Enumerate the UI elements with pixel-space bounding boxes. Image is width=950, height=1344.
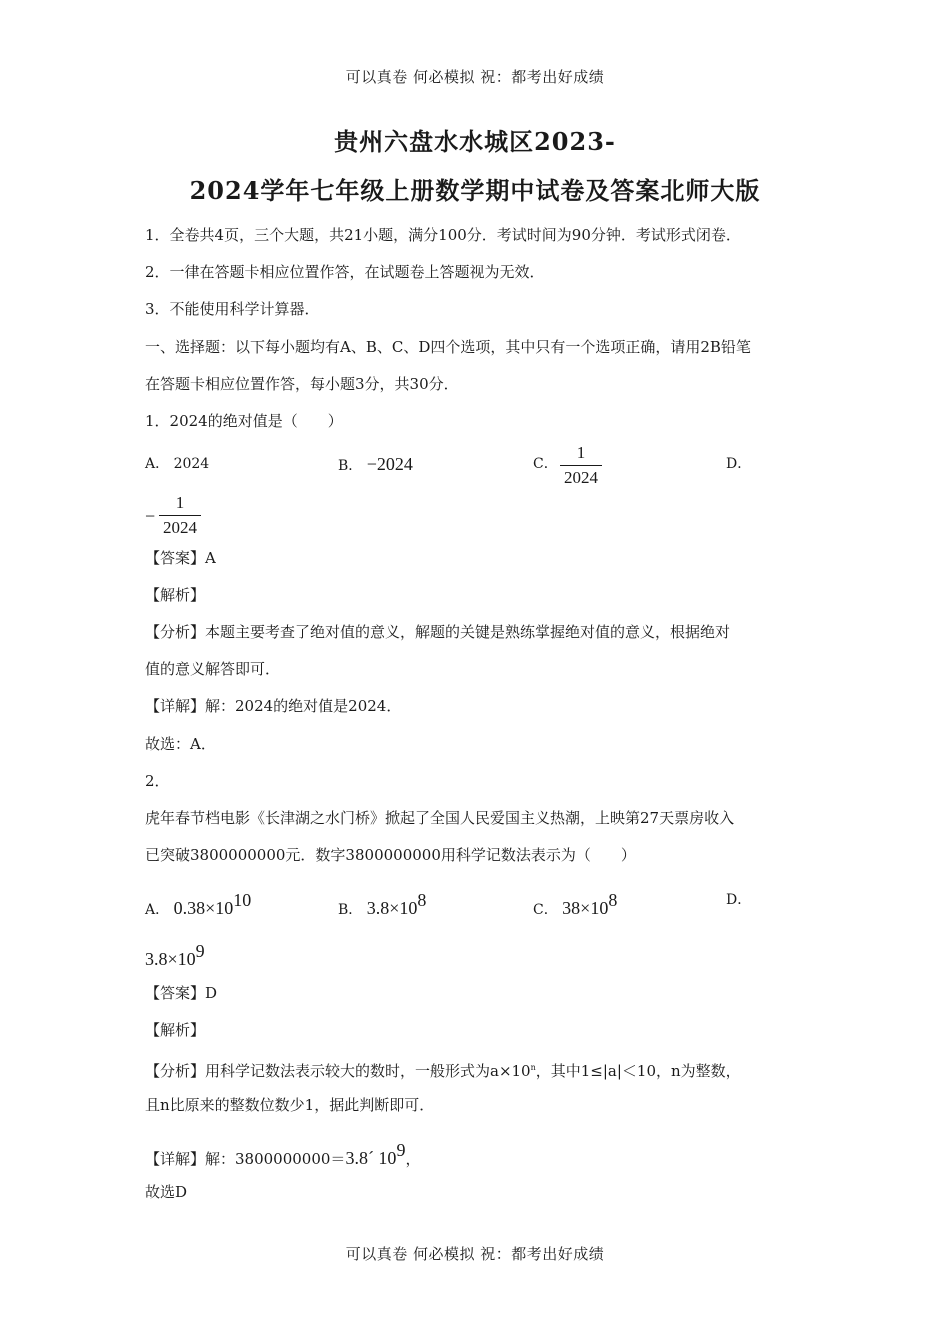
q2-option-d-label: D． <box>726 892 752 908</box>
q2-option-d <box>145 941 205 971</box>
q1-analysis-line-2: 值的意义解答即可． <box>145 660 281 678</box>
q2-option-a-base: 0.38×10 <box>173 898 234 918</box>
q2-stem-line-1: 虎年春节档电影《长津湖之水门桥》掀起了全国人民爱国主义热潮，上映第27天票房收入 <box>145 809 735 827</box>
q1-option-d-label: D． <box>726 456 752 472</box>
title-line-1: 贵州六盘水水城区2023- <box>334 127 616 156</box>
q2-option-b-label: B． <box>338 902 363 918</box>
q2-option-c-label: C． <box>533 902 558 918</box>
q2-option-b-exponent: 8 <box>417 890 427 910</box>
q2-option-c-base: 38×10 <box>562 898 609 918</box>
q2-option-d-base: 3.8×10 <box>145 949 196 969</box>
q2-option-c-exponent: 8 <box>608 890 618 910</box>
q1-answer: 【答案】A <box>145 549 216 567</box>
q1-option-c-numerator: 1 <box>576 443 586 462</box>
q2-detail-base: 3.8´ 10 <box>345 1148 397 1168</box>
q2-detail-prefix: 【详解】解：3800000000＝ <box>145 1150 346 1168</box>
page-header: 可以真卷 何必模拟 祝：都考出好成绩 <box>345 68 605 86</box>
q2-analysis-line-2: 且n比原来的整数位数少1，据此判断即可． <box>145 1096 435 1114</box>
q1-option-b-label: B． <box>338 458 363 474</box>
title-line-2: 2024学年七年级上册数学期中试卷及答案北师大版 <box>189 176 761 205</box>
q1-option-c-denominator: 2024 <box>564 468 598 487</box>
q2-answer: 【答案】D <box>145 984 218 1002</box>
instruction-1: 1．全卷共4页，三个大题，共21小题，满分100分．考试时间为90分钟．考试形式闭卷． <box>145 226 741 244</box>
q1-option-d-fraction-bar <box>159 515 201 516</box>
q1-option-d-numerator: 1 <box>175 493 185 512</box>
q1-choose: 故选：A． <box>145 735 216 753</box>
q1-option-a-label: A． <box>145 456 170 472</box>
q1-option-d-denominator: 2024 <box>163 518 197 537</box>
q2-detail-exponent: 9 <box>396 1140 406 1160</box>
q1-option-b-value: −2024 <box>366 454 413 474</box>
q1-option-a-value: 2024 <box>173 456 210 472</box>
section-heading-line-1: 一、选择题：以下每小题均有A、B、C、D四个选项，其中只有一个选项正确，请用2B铅笔 <box>145 338 751 356</box>
q2-detail <box>145 1140 420 1169</box>
q2-option-a-label: A． <box>145 902 170 918</box>
section-heading-line-2: 在答题卡相应位置作答，每小题3分，共30分． <box>145 375 459 393</box>
q1-stem: 1．2024的绝对值是（ ） <box>145 412 343 430</box>
q2-number: 2． <box>145 772 170 790</box>
q2-analysis-line-1-part-b: ，其中1≤|a|＜10，n为整数， <box>535 1062 741 1080</box>
q2-stem-line-2: 已突破3800000000元．数字3800000000用科学记数法表示为（ ） <box>145 846 636 864</box>
q1-option-c-label: C． <box>533 456 558 472</box>
q1-detail: 【详解】解：2024的绝对值是2024． <box>145 697 402 715</box>
q2-option-c <box>533 890 617 920</box>
q2-analysis-tag: 【解析】 <box>145 1021 206 1039</box>
q2-analysis-line-1-part-a: 【分析】用科学记数法表示较大的数时，一般形式为a×10 <box>145 1062 531 1080</box>
q2-analysis-line-1 <box>145 1058 741 1081</box>
q2-choose: 故选D <box>145 1183 188 1201</box>
q1-option-d-fraction <box>159 492 201 539</box>
q1-option-c-fraction <box>560 442 602 489</box>
q1-option-a <box>145 454 209 474</box>
q1-option-b <box>338 454 413 476</box>
q2-analysis-exponent-n: n <box>530 1063 536 1072</box>
q2-option-a-exponent: 10 <box>233 890 252 910</box>
q1-option-c-fraction-bar <box>560 465 602 466</box>
q1-analysis-tag: 【解析】 <box>145 586 206 604</box>
instruction-2: 2．一律在答题卡相应位置作答，在试题卷上答题视为无效． <box>145 263 545 281</box>
q2-detail-suffix: ， <box>405 1150 421 1168</box>
page-footer: 可以真卷 何必模拟 祝：都考出好成绩 <box>345 1245 605 1263</box>
q1-analysis-line-1: 【分析】本题主要考查了绝对值的意义，解题的关键是熟练掌握绝对值的意义，根据绝对 <box>145 623 731 641</box>
q1-option-d-sign: − <box>145 506 156 526</box>
q2-option-b <box>338 890 426 920</box>
q2-option-a <box>145 890 251 920</box>
instruction-3: 3．不能使用科学计算器． <box>145 300 320 318</box>
q2-option-b-base: 3.8×10 <box>366 898 418 918</box>
q2-option-d-exponent: 9 <box>195 941 205 961</box>
